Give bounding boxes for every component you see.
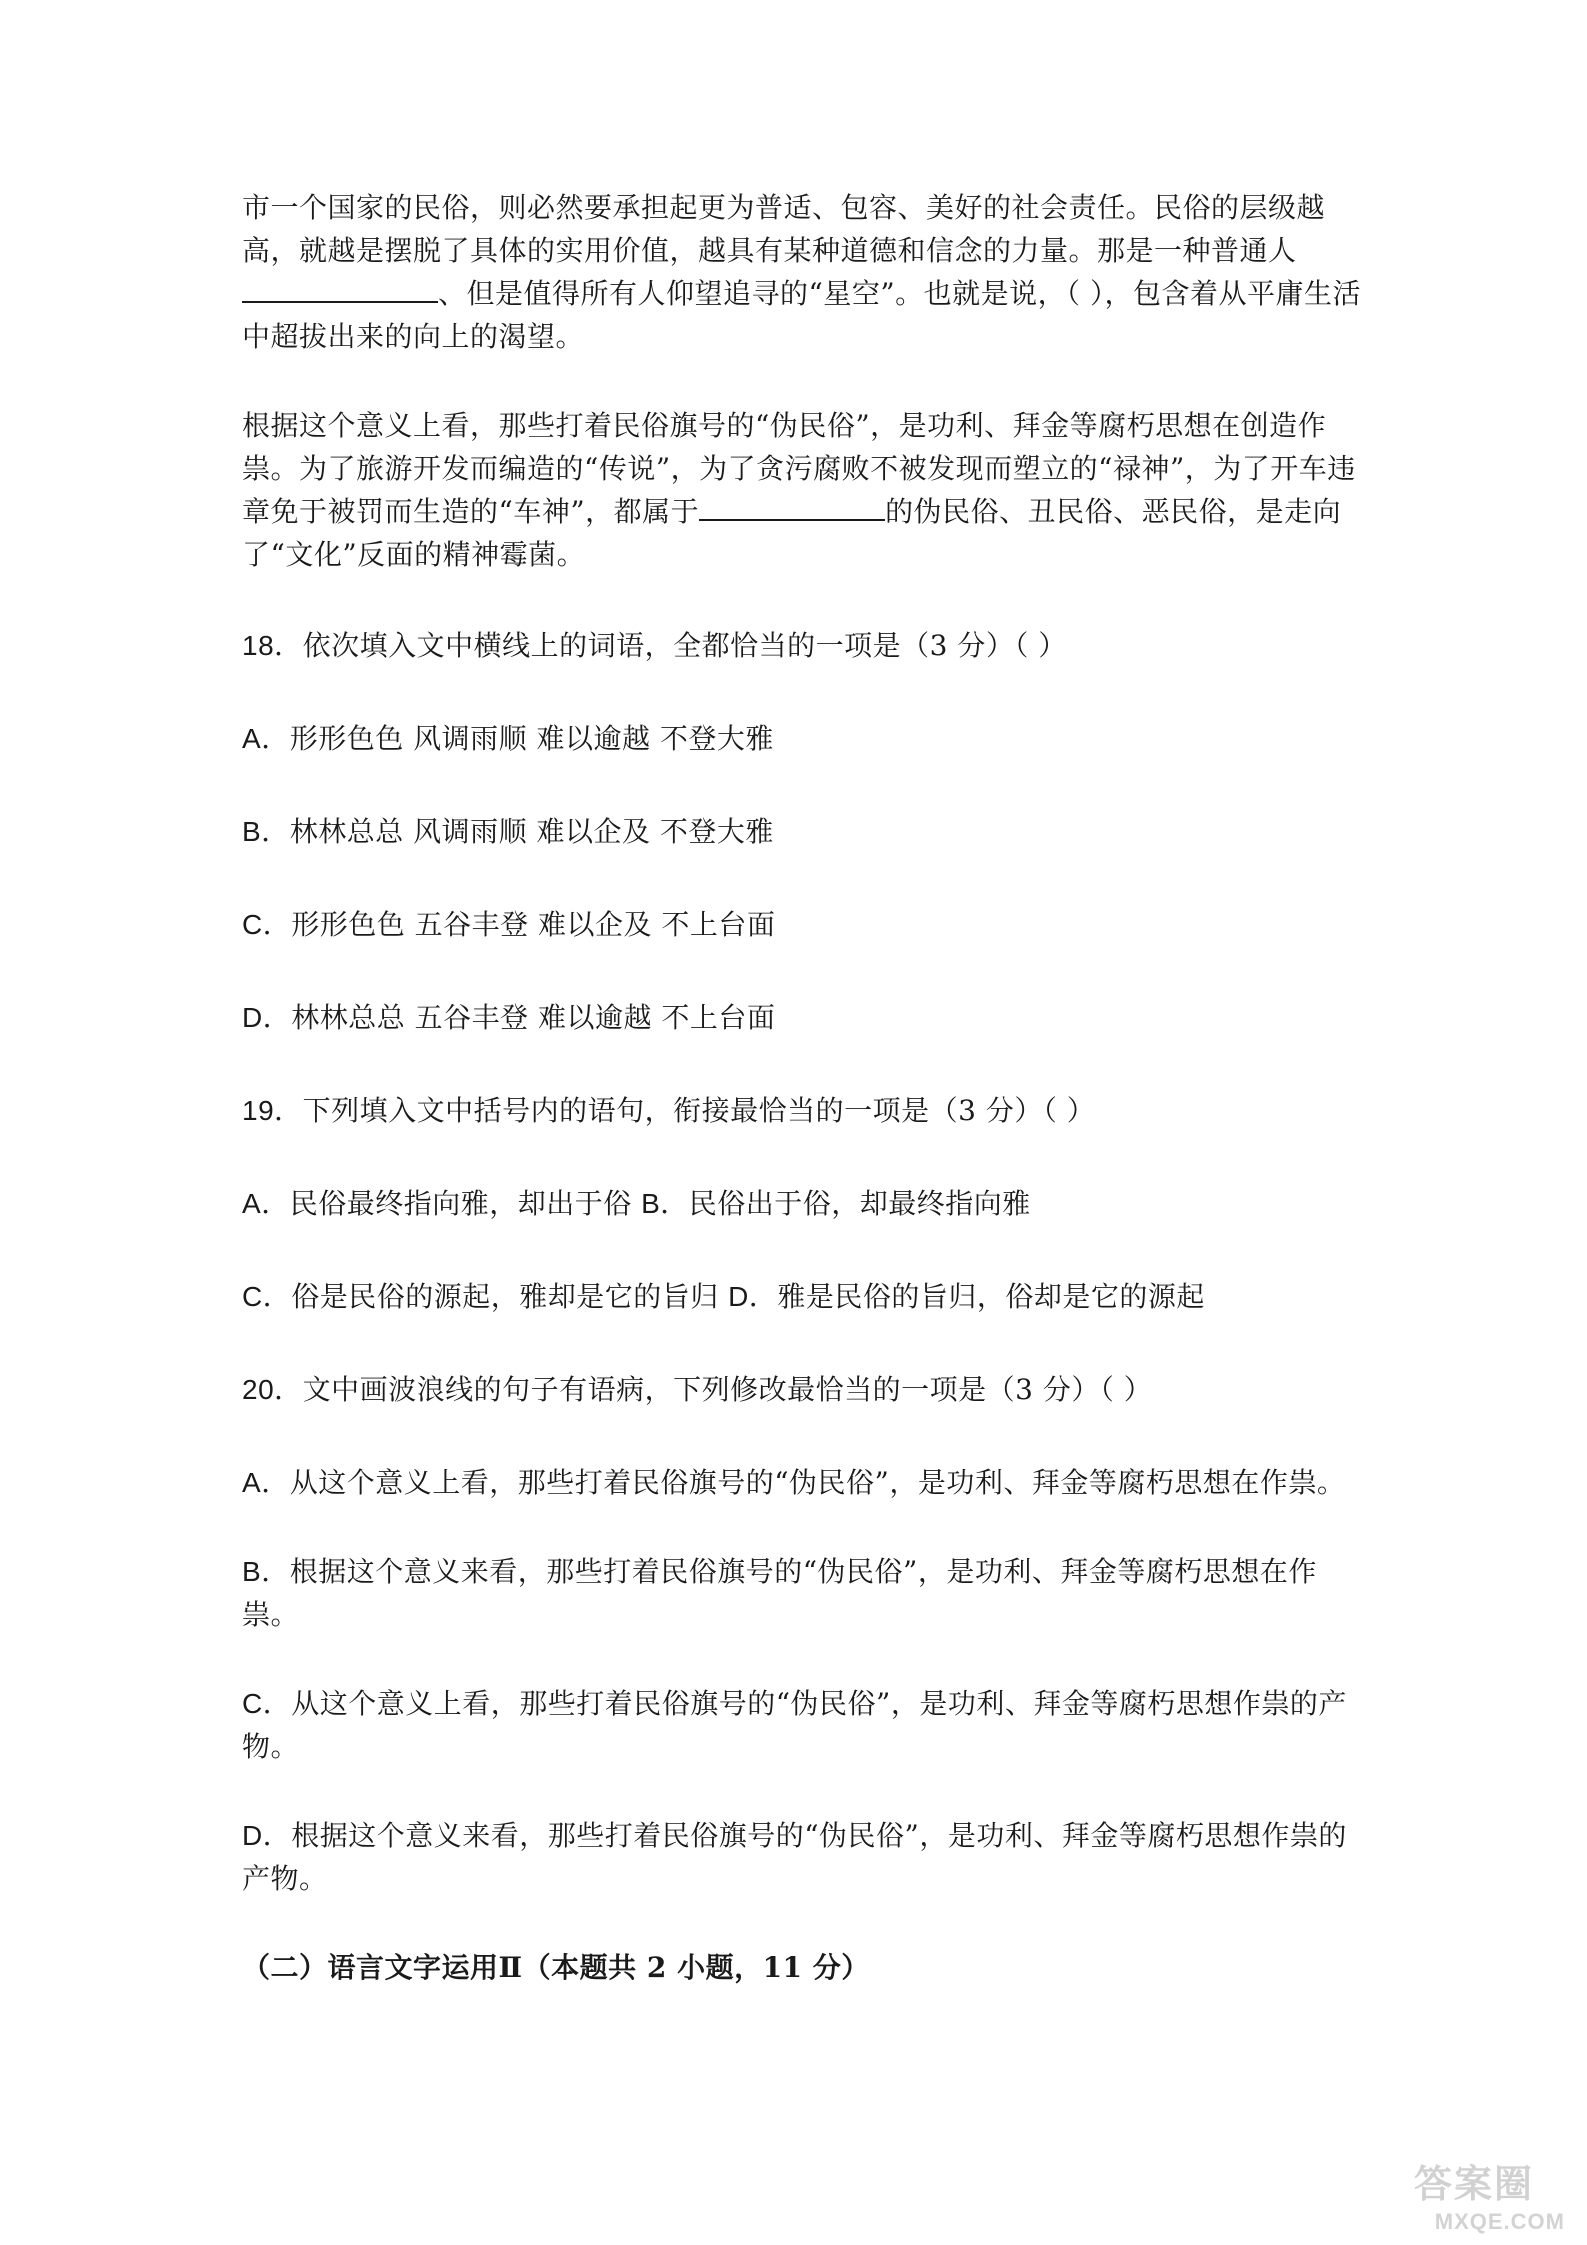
option-letter: C bbox=[242, 1688, 263, 1719]
option-letter: D bbox=[242, 1002, 263, 1033]
question-18-option-d bbox=[242, 996, 1362, 1039]
fill-blank-1 bbox=[242, 275, 438, 303]
passage-paragraph-1 bbox=[242, 186, 1362, 358]
option-text: ．民俗最终指向雅，却出于俗 bbox=[261, 1187, 642, 1220]
passage-text: 的伪民俗、丑民俗、恶民俗，是走向了“文化”反面的精神霉菌。 bbox=[242, 495, 1342, 571]
option-text: ．形形色色 五谷丰登 难以企及 不上台面 bbox=[262, 908, 776, 941]
question-number: 19 bbox=[242, 1095, 275, 1126]
watermark-logo bbox=[1379, 2155, 1569, 2205]
question-20-option-a bbox=[242, 1461, 1362, 1504]
option-text: ．民俗出于俗，却最终指向雅 bbox=[660, 1187, 1031, 1220]
question-19-options-ab bbox=[242, 1182, 1362, 1225]
option-letter: C bbox=[242, 1281, 263, 1312]
option-letter: A bbox=[242, 723, 262, 754]
question-20-option-d bbox=[242, 1814, 1362, 1900]
question-18-option-a bbox=[242, 717, 1362, 760]
passage-text: 根据这个意义上看，那些打着民俗旗号的“伪民俗”，是功利、拜金等腐朽思想在创造作祟。为了旅游开发而编造的“传说”，为了贪污腐败不被发现而塑立的“禄神”，为了开车违章免于被罚而生造的“车神”，都属于 bbox=[242, 409, 1356, 528]
option-text: ．俗是民俗的源起，雅却是它的旨归 bbox=[262, 1280, 729, 1313]
passage-paragraph-2 bbox=[242, 404, 1362, 576]
question-18-stem bbox=[242, 624, 1362, 667]
question-20-option-b bbox=[242, 1550, 1362, 1636]
question-19-stem bbox=[242, 1089, 1362, 1132]
question-text: ．依次填入文中横线上的词语，全都恰当的一项是（3 分）（ ） bbox=[274, 629, 1067, 662]
passage-text: 市一个国家的民俗，则必然要承担起更为普适、包容、美好的社会责任。民俗的层级越高，就越是摆脱了具体的实用价值，越具有某种道德和信念的力量。那是一种普通人 bbox=[242, 191, 1326, 267]
option-text: ．从这个意义上看，那些打着民俗旗号的“伪民俗”，是功利、拜金等腐朽思想在作祟。 bbox=[261, 1466, 1346, 1499]
option-text: ．雅是民俗的旨归，俗却是它的源起 bbox=[748, 1280, 1205, 1313]
section-heading: （二）语言文字运用Ⅱ（本题共 2 小题，11 分） bbox=[242, 1951, 870, 1984]
option-letter: D bbox=[242, 1820, 263, 1851]
option-letter: A bbox=[242, 1188, 262, 1219]
option-letter: B bbox=[641, 1188, 661, 1219]
question-text: ．下列填入文中括号内的语句，衔接最恰当的一项是（3 分）（ ） bbox=[274, 1094, 1096, 1127]
option-letter: A bbox=[242, 1467, 262, 1498]
question-number: 20 bbox=[242, 1374, 275, 1405]
option-text: ．根据这个意义来看，那些打着民俗旗号的“伪民俗”，是功利、拜金等腐朽思想作祟的产物。 bbox=[242, 1819, 1347, 1895]
watermark bbox=[1379, 2155, 1569, 2235]
question-20-option-c bbox=[242, 1682, 1362, 1768]
document-page bbox=[242, 186, 1362, 1989]
question-20-stem bbox=[242, 1368, 1362, 1411]
question-18-option-c bbox=[242, 903, 1362, 946]
option-letter: C bbox=[242, 909, 263, 940]
option-letter: B bbox=[242, 816, 262, 847]
option-letter: B bbox=[242, 1556, 262, 1587]
watermark-logo-text: 答案圈 bbox=[1413, 2161, 1534, 2206]
option-text: ．从这个意义上看，那些打着民俗旗号的“伪民俗”，是功利、拜金等腐朽思想作祟的产物。 bbox=[242, 1687, 1347, 1763]
option-text: ．根据这个意义来看，那些打着民俗旗号的“伪民俗”，是功利、拜金等腐朽思想在作祟。 bbox=[242, 1555, 1317, 1631]
question-19-options-cd bbox=[242, 1275, 1362, 1318]
option-letter: D bbox=[728, 1281, 749, 1312]
option-text: ．林林总总 五谷丰登 难以逾越 不上台面 bbox=[262, 1001, 776, 1034]
option-text: ．林林总总 风调雨顺 难以企及 不登大雅 bbox=[261, 815, 774, 848]
question-number: 18 bbox=[242, 630, 275, 661]
fill-blank-2 bbox=[699, 493, 885, 521]
question-text: ．文中画波浪线的句子有语病，下列修改最恰当的一项是（3 分）（ ） bbox=[274, 1373, 1153, 1406]
question-18-option-b bbox=[242, 810, 1362, 853]
watermark-url: MXQE.COM bbox=[1434, 2209, 1565, 2234]
passage-text: 、但是值得所有人仰望追寻的“星空”。也就是说，（ ），包含着从平庸生活中超拔出来的向上的渴望。 bbox=[242, 277, 1362, 353]
option-text: ．形形色色 风调雨顺 难以逾越 不登大雅 bbox=[261, 722, 774, 755]
